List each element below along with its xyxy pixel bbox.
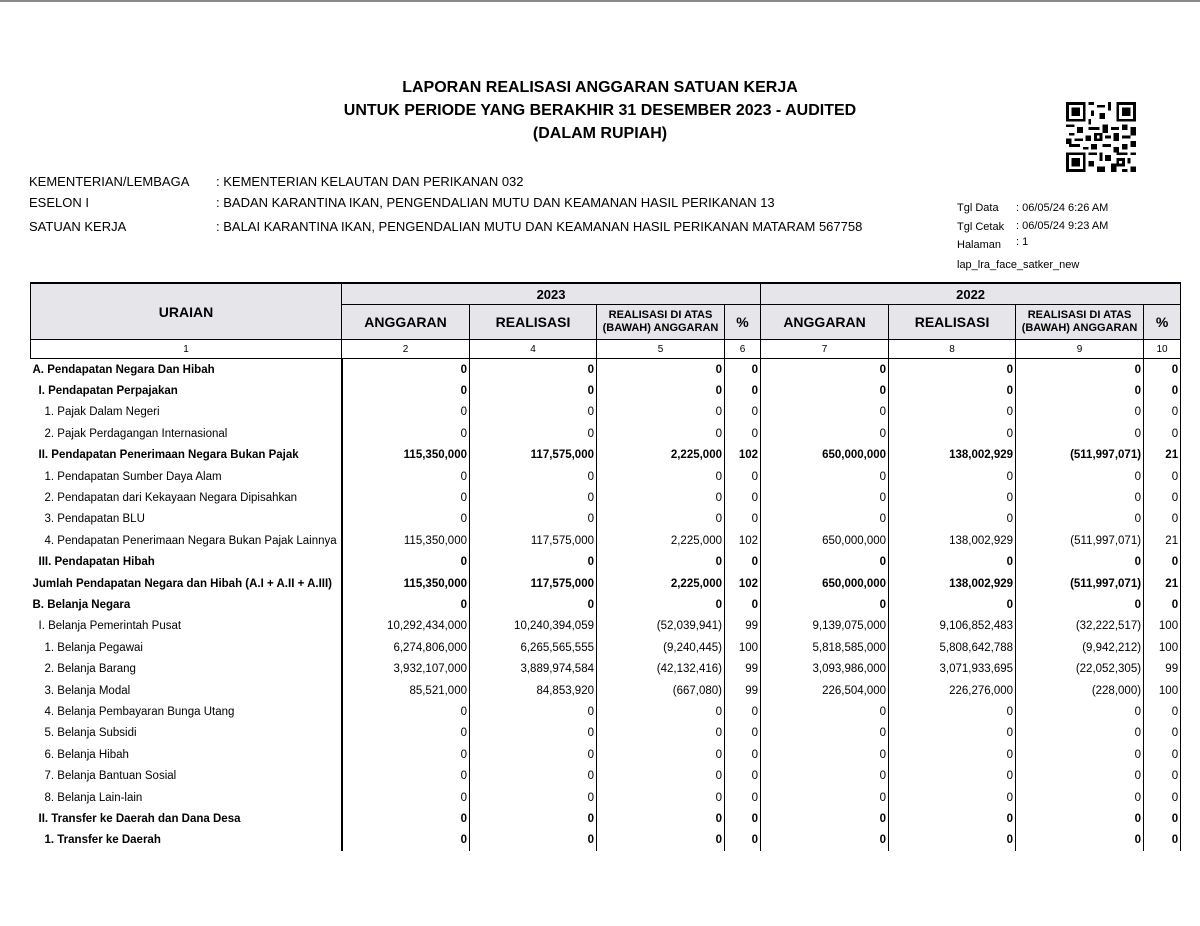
row-label: I. Belanja Pemerintah Pusat	[31, 616, 342, 637]
row-value: 0	[725, 402, 761, 423]
row-value: 0	[1016, 808, 1144, 829]
row-value: 0	[761, 423, 889, 444]
row-label: I. Pendapatan Perpajakan	[31, 380, 342, 401]
row-value: 0	[342, 509, 470, 530]
meta-label-satker: SATUAN KERJA	[29, 219, 127, 234]
row-value: 0	[725, 594, 761, 615]
row-value: 9,106,852,483	[889, 616, 1016, 637]
row-value: 0	[470, 594, 597, 615]
column-number: 9	[1016, 340, 1144, 359]
row-value: 102	[725, 530, 761, 551]
report-title	[300, 76, 900, 145]
header-persen-2023: %	[725, 305, 761, 340]
row-label: III. Pendapatan Hibah	[31, 552, 342, 573]
row-value: 0	[1144, 380, 1181, 401]
row-value: 0	[342, 701, 470, 722]
row-value: 0	[342, 723, 470, 744]
row-label: 4. Belanja Pembayaran Bunga Utang	[31, 701, 342, 722]
row-value: 0	[1144, 787, 1181, 808]
header-realisasi-2023: REALISASI	[470, 305, 597, 340]
row-value: 100	[1144, 680, 1181, 701]
row-value: 0	[761, 808, 889, 829]
row-value: 99	[725, 616, 761, 637]
row-value: 0	[725, 509, 761, 530]
table-row	[31, 723, 1181, 744]
row-value: 0	[597, 744, 725, 765]
row-value: 0	[470, 701, 597, 722]
row-label: 3. Belanja Modal	[31, 680, 342, 701]
row-value: 0	[597, 594, 725, 615]
column-number: 6	[725, 340, 761, 359]
table-row	[31, 637, 1181, 658]
row-value: 0	[1144, 423, 1181, 444]
row-value: 0	[470, 808, 597, 829]
row-value: (9,240,445)	[597, 637, 725, 658]
row-value: 0	[761, 765, 889, 786]
row-value: 0	[1144, 509, 1181, 530]
title-line-1: LAPORAN REALISASI ANGGARAN SATUAN KERJA	[402, 79, 798, 96]
row-value: 0	[597, 509, 725, 530]
column-number: 7	[761, 340, 889, 359]
row-value: 0	[470, 359, 597, 381]
row-value: 0	[1016, 402, 1144, 423]
row-value: 0	[597, 359, 725, 381]
row-value: 0	[889, 701, 1016, 722]
row-label: A. Pendapatan Negara Dan Hibah	[31, 359, 342, 381]
row-label: 1. Transfer ke Daerah	[31, 830, 342, 851]
row-value: 226,504,000	[761, 680, 889, 701]
table-body	[31, 359, 1181, 851]
row-value: 0	[597, 723, 725, 744]
row-value: 0	[597, 830, 725, 851]
row-value: 0	[470, 787, 597, 808]
top-border	[0, 0, 1200, 2]
row-value: 226,276,000	[889, 680, 1016, 701]
row-value: 0	[1144, 765, 1181, 786]
row-value: 0	[725, 487, 761, 508]
table-row	[31, 573, 1181, 594]
column-number-row	[31, 340, 1181, 359]
row-value: 0	[1016, 594, 1144, 615]
meta-value-kementerian: : KEMENTERIAN KELAUTAN DAN PERIKANAN 032	[216, 174, 524, 189]
print-value-tgl-data: : 06/05/24 6:26 AM	[1016, 202, 1109, 214]
row-value: 0	[1144, 466, 1181, 487]
table-row	[31, 658, 1181, 679]
row-value: 117,575,000	[470, 530, 597, 551]
row-value: 0	[761, 466, 889, 487]
row-value: 650,000,000	[761, 530, 889, 551]
header-realisasi-2022: REALISASI	[889, 305, 1016, 340]
row-value: 0	[761, 380, 889, 401]
row-value: 0	[761, 701, 889, 722]
table-row	[31, 701, 1181, 722]
row-label: 3. Pendapatan BLU	[31, 509, 342, 530]
row-value: 0	[1016, 359, 1144, 381]
row-value: 84,853,920	[470, 680, 597, 701]
row-value: 0	[889, 423, 1016, 444]
table-row	[31, 787, 1181, 808]
row-value: 0	[597, 402, 725, 423]
row-label: 1. Pajak Dalam Negeri	[31, 402, 342, 423]
row-label: Jumlah Pendapatan Negara dan Hibah (A.I + A.II + A.III)	[31, 573, 342, 594]
row-value: 0	[597, 466, 725, 487]
row-value: 0	[470, 552, 597, 573]
title-line-3: (DALAM RUPIAH)	[532, 125, 668, 142]
row-value: 0	[889, 765, 1016, 786]
row-label: B. Belanja Negara	[31, 594, 342, 615]
meta-label-eselon: ESELON I	[29, 195, 89, 210]
header-persen-2022: %	[1144, 305, 1181, 340]
table-row	[31, 552, 1181, 573]
row-value: 0	[725, 765, 761, 786]
row-value: 0	[597, 423, 725, 444]
row-value: 0	[470, 380, 597, 401]
row-value: 0	[889, 744, 1016, 765]
row-value: 99	[725, 658, 761, 679]
row-value: 0	[725, 787, 761, 808]
row-value: 0	[1144, 701, 1181, 722]
row-value: 0	[725, 744, 761, 765]
row-value: (9,942,212)	[1016, 637, 1144, 658]
table-row	[31, 402, 1181, 423]
row-value: 0	[1016, 509, 1144, 530]
row-value: 115,350,000	[342, 530, 470, 551]
row-value: 10,292,434,000	[342, 616, 470, 637]
row-label: II. Transfer ke Daerah dan Dana Desa	[31, 808, 342, 829]
row-value: 85,521,000	[342, 680, 470, 701]
column-number: 8	[889, 340, 1016, 359]
row-value: 0	[342, 808, 470, 829]
row-value: 10,240,394,059	[470, 616, 597, 637]
row-value: 0	[725, 723, 761, 744]
row-value: 9,139,075,000	[761, 616, 889, 637]
row-value: 138,002,929	[889, 445, 1016, 466]
meta-value-satker: : BALAI KARANTINA IKAN, PENGENDALIAN MUTU DAN KEAMANAN HASIL PERIKANAN MATARAM 567758	[216, 219, 863, 234]
row-value: 100	[1144, 616, 1181, 637]
print-value-halaman: : 1	[1016, 236, 1029, 248]
row-label: 6. Belanja Hibah	[31, 744, 342, 765]
print-value-tgl-cetak: : 06/05/24 9:23 AM	[1016, 220, 1109, 232]
row-value: 0	[1016, 466, 1144, 487]
row-value: 0	[725, 552, 761, 573]
column-number: 1	[31, 340, 342, 359]
row-value: 0	[342, 765, 470, 786]
row-value: 0	[725, 830, 761, 851]
row-value: 650,000,000	[761, 445, 889, 466]
row-value: 0	[342, 552, 470, 573]
row-value: 0	[342, 423, 470, 444]
row-value: 0	[761, 402, 889, 423]
table-row	[31, 359, 1181, 381]
header-selisih-2022: REALISASI DI ATAS (BAWAH) ANGGARAN	[1016, 305, 1144, 340]
row-value: 0	[889, 552, 1016, 573]
row-value: 0	[342, 402, 470, 423]
table-row	[31, 680, 1181, 701]
row-value: 0	[470, 509, 597, 530]
meta-label-kementerian: KEMENTERIAN/LEMBAGA	[29, 174, 190, 189]
header-uraian: URAIAN	[31, 283, 342, 340]
row-value: 650,000,000	[761, 573, 889, 594]
header-year-2022: 2022	[761, 283, 1181, 305]
row-value: 21	[1144, 445, 1181, 466]
row-value: (42,132,416)	[597, 658, 725, 679]
row-value: 3,093,986,000	[761, 658, 889, 679]
row-label: 2. Belanja Barang	[31, 658, 342, 679]
row-value: 0	[889, 787, 1016, 808]
row-value: 0	[470, 487, 597, 508]
row-value: (32,222,517)	[1016, 616, 1144, 637]
row-value: 100	[1144, 637, 1181, 658]
row-value: 100	[725, 637, 761, 658]
row-value: 5,818,585,000	[761, 637, 889, 658]
row-value: 0	[1016, 723, 1144, 744]
row-value: 0	[470, 830, 597, 851]
row-value: 0	[889, 723, 1016, 744]
table-row	[31, 466, 1181, 487]
row-value: 0	[597, 787, 725, 808]
table-row	[31, 616, 1181, 637]
table-row	[31, 765, 1181, 786]
row-value: 0	[1016, 552, 1144, 573]
title-line-2: UNTUK PERIODE YANG BERAKHIR 31 DESEMBER 2023 - AUDITED	[343, 102, 857, 119]
row-value: 0	[1144, 487, 1181, 508]
print-label-tgl-data: Tgl Data	[957, 202, 999, 214]
row-value: 6,274,806,000	[342, 637, 470, 658]
row-value: (511,997,071)	[1016, 530, 1144, 551]
column-number: 10	[1144, 340, 1181, 359]
row-value: 0	[725, 380, 761, 401]
row-value: 0	[889, 509, 1016, 530]
row-value: 99	[1144, 658, 1181, 679]
row-value: 0	[470, 466, 597, 487]
row-value: 0	[1016, 744, 1144, 765]
row-value: 0	[761, 787, 889, 808]
row-value: 0	[1144, 830, 1181, 851]
row-value: 5,808,642,788	[889, 637, 1016, 658]
row-value: 0	[761, 830, 889, 851]
table-row	[31, 487, 1181, 508]
row-value: 0	[889, 380, 1016, 401]
row-value: 0	[889, 402, 1016, 423]
row-value: 115,350,000	[342, 445, 470, 466]
column-number: 2	[342, 340, 470, 359]
row-value: 117,575,000	[470, 573, 597, 594]
row-value: 6,265,565,555	[470, 637, 597, 658]
row-value: 0	[342, 830, 470, 851]
row-value: 0	[889, 808, 1016, 829]
row-value: 0	[1144, 744, 1181, 765]
row-value: 0	[597, 808, 725, 829]
row-value: 115,350,000	[342, 573, 470, 594]
row-value: 0	[761, 594, 889, 615]
row-value: 0	[342, 380, 470, 401]
row-value: 0	[597, 765, 725, 786]
row-label: 2. Pajak Perdagangan Internasional	[31, 423, 342, 444]
qr-code-icon	[1066, 102, 1136, 172]
row-value: 2,225,000	[597, 445, 725, 466]
row-value: 0	[761, 744, 889, 765]
row-label: 5. Belanja Subsidi	[31, 723, 342, 744]
table-row	[31, 423, 1181, 444]
header-selisih-2023: REALISASI DI ATAS (BAWAH) ANGGARAN	[597, 305, 725, 340]
row-value: 117,575,000	[470, 445, 597, 466]
header-anggaran-2022: ANGGARAN	[761, 305, 889, 340]
row-value: 0	[1016, 423, 1144, 444]
row-value: 21	[1144, 573, 1181, 594]
row-value: 99	[725, 680, 761, 701]
row-value: 0	[889, 359, 1016, 381]
row-value: 102	[725, 445, 761, 466]
row-value: 3,071,933,695	[889, 658, 1016, 679]
header-year-2023: 2023	[342, 283, 761, 305]
row-value: 102	[725, 573, 761, 594]
row-value: 0	[1016, 380, 1144, 401]
row-value: 0	[342, 787, 470, 808]
row-value: 0	[597, 552, 725, 573]
row-value: 0	[597, 701, 725, 722]
row-value: 0	[889, 830, 1016, 851]
row-value: 0	[725, 808, 761, 829]
row-value: 0	[470, 765, 597, 786]
row-value: 0	[470, 723, 597, 744]
row-value: 0	[342, 359, 470, 381]
row-value: 0	[889, 466, 1016, 487]
column-number: 5	[597, 340, 725, 359]
row-value: 0	[1016, 787, 1144, 808]
table-row	[31, 530, 1181, 551]
row-value: 0	[761, 723, 889, 744]
row-value: 0	[1016, 765, 1144, 786]
row-value: (511,997,071)	[1016, 573, 1144, 594]
row-value: 0	[1144, 723, 1181, 744]
table-row	[31, 380, 1181, 401]
table-row	[31, 445, 1181, 466]
row-value: 0	[1144, 359, 1181, 381]
row-value: 0	[889, 487, 1016, 508]
row-value: 138,002,929	[889, 573, 1016, 594]
row-label: 1. Belanja Pegawai	[31, 637, 342, 658]
table-row	[31, 744, 1181, 765]
table-row	[31, 509, 1181, 530]
row-value: (22,052,305)	[1016, 658, 1144, 679]
row-label: 2. Pendapatan dari Kekayaan Negara Dipisahkan	[31, 487, 342, 508]
row-value: 0	[725, 701, 761, 722]
report-name: lap_lra_face_satker_new	[957, 259, 1080, 271]
row-label: 8. Belanja Lain-lain	[31, 787, 342, 808]
row-value: 0	[761, 487, 889, 508]
row-value: (511,997,071)	[1016, 445, 1144, 466]
row-value: (667,080)	[597, 680, 725, 701]
header-anggaran-2023: ANGGARAN	[342, 305, 470, 340]
row-value: 2,225,000	[597, 573, 725, 594]
row-value: 0	[1016, 487, 1144, 508]
meta-value-eselon: : BADAN KARANTINA IKAN, PENGENDALIAN MUTU DAN KEAMANAN HASIL PERIKANAN 13	[216, 195, 775, 210]
row-value: 0	[597, 380, 725, 401]
row-value: 0	[725, 466, 761, 487]
row-value: 0	[1144, 808, 1181, 829]
table-row	[31, 808, 1181, 829]
row-value: 2,225,000	[597, 530, 725, 551]
row-value: (52,039,941)	[597, 616, 725, 637]
print-label-tgl-cetak: Tgl Cetak	[957, 221, 1005, 233]
row-value: 138,002,929	[889, 530, 1016, 551]
row-value: 0	[470, 744, 597, 765]
row-value: 21	[1144, 530, 1181, 551]
row-label: 7. Belanja Bantuan Sosial	[31, 765, 342, 786]
row-value: 0	[761, 359, 889, 381]
row-label: 4. Pendapatan Penerimaan Negara Bukan Pajak Lainnya	[31, 530, 342, 551]
row-value: 0	[1144, 552, 1181, 573]
row-value: 0	[470, 402, 597, 423]
row-value: 0	[761, 552, 889, 573]
row-value: 0	[342, 466, 470, 487]
row-value: 3,932,107,000	[342, 658, 470, 679]
row-value: 0	[1016, 701, 1144, 722]
print-label-halaman: Halaman	[957, 239, 1002, 251]
table-row	[31, 830, 1181, 851]
row-value: 0	[342, 744, 470, 765]
table-row	[31, 594, 1181, 615]
column-number: 4	[470, 340, 597, 359]
row-value: 0	[1016, 830, 1144, 851]
row-value: 0	[889, 594, 1016, 615]
row-value: 0	[1144, 402, 1181, 423]
lra-table	[30, 282, 1181, 851]
row-value: 0	[725, 423, 761, 444]
row-value: 0	[725, 359, 761, 381]
row-value: 0	[342, 487, 470, 508]
row-value: 0	[597, 487, 725, 508]
row-value: 0	[342, 594, 470, 615]
row-value: 0	[470, 423, 597, 444]
row-label: II. Pendapatan Penerimaan Negara Bukan Pajak	[31, 445, 342, 466]
row-value: 3,889,974,584	[470, 658, 597, 679]
row-value: (228,000)	[1016, 680, 1144, 701]
row-value: 0	[1144, 594, 1181, 615]
row-value: 0	[761, 509, 889, 530]
row-label: 1. Pendapatan Sumber Daya Alam	[31, 466, 342, 487]
